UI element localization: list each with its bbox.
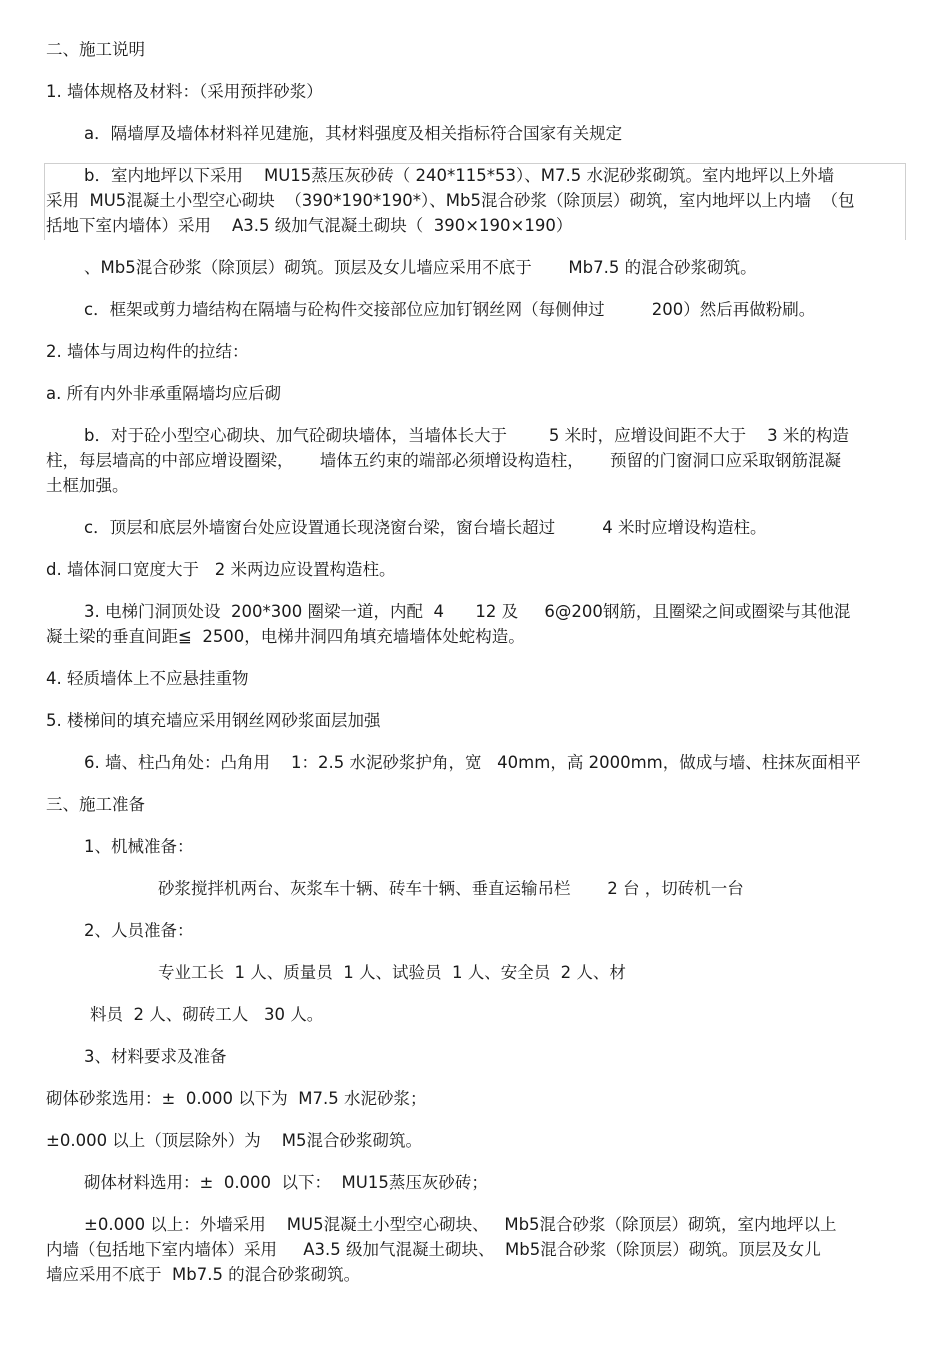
prep-2-heading: 2、人员准备：	[84, 921, 194, 940]
item-2-b-line-3: 土框加强。	[46, 476, 129, 495]
material-line-4: 墙应采用不底于 Mb7.5 的混合砂浆砌筑。	[46, 1265, 361, 1284]
item-3-line-1: 3. 电梯门洞顶处设 200*300 圈梁一道，内配 4 12 及 6@200钢筋，且圈梁之间或圈梁与其他混	[84, 602, 851, 621]
item-3-line-2: 凝土梁的垂直间距≦ 2500，电梯井洞四角填充墙墙体处蛇构造。	[46, 627, 525, 646]
item-2-d: d. 墙体洞口宽度大于 2 米两边应设置构造柱。	[46, 560, 396, 579]
item-2-heading: 2. 墙体与周边构件的拉结：	[46, 342, 249, 361]
mortar-line-2: ±0.000 以上（顶层除外）为 M5混合砂浆砌筑。	[46, 1131, 423, 1150]
item-1-heading: 1. 墙体规格及材料：（采用预拌砂浆）	[46, 82, 323, 101]
item-1-b-line-2: 采用 MU5混凝土小型空心砌块 （390*190*190*）、Mb5混合砂浆（除顶层）砌筑，室内地坪以上内墙 （包	[46, 191, 855, 210]
item-5: 5. 楼梯间的填充墙应采用钢丝网砂浆面层加强	[46, 711, 381, 730]
material-line-1: 砌体材料选用：± 0.000 以下： MU15蒸压灰砂砖；	[84, 1173, 488, 1192]
section-3-title: 三、施工准备	[46, 795, 145, 814]
mortar-line-1: 砌体砂浆选用：± 0.000 以下为 M7.5 水泥砂浆；	[46, 1089, 427, 1108]
item-1-a: a．隔墙厚及墙体材料祥见建施，其材料强度及相关指标符合国家有关规定	[84, 124, 623, 143]
prep-2-body-line-1: 专业工长 1 人、质量员 1 人、试验员 1 人、安全员 2 人、材	[158, 963, 626, 982]
item-2-b-line-1: b．对于砼小型空心砌块、加气砼砌块墙体，当墙体长大于 5 米时，应增设间距不大于 3 米的构造	[84, 426, 849, 445]
item-2-a: a. 所有内外非承重隔墙均应后砌	[46, 384, 282, 403]
item-4: 4. 轻质墙体上不应悬挂重物	[46, 669, 249, 688]
item-1-b-line-3: 括地下室内墙体）采用 A3.5 级加气混凝土砌块（ 390×190×190）	[46, 216, 573, 235]
item-1-b-line-4: 、Mb5混合砂浆（除顶层）砌筑。顶层及女儿墙应采用不底于 Mb7.5 的混合砂浆砌筑。	[84, 258, 757, 277]
item-1-c: c．框架或剪力墙结构在隔墙与砼构件交接部位应加钉钢丝网（每侧伸过 200）然后再做粉刷。	[84, 300, 816, 319]
prep-1-body: 砂浆搅拌机两台、灰浆车十辆、砖车十辆、垂直运输吊栏 2 台 ，切砖机一台	[158, 879, 744, 898]
item-1-b-line-1: b．室内地坪以下采用 MU15蒸压灰砂砖（ 240*115*53）、M7.5 水泥砂浆砌筑。室内地坪以上外墙	[84, 166, 834, 185]
item-2-b-line-2: 柱，每层墙高的中部应增设圈梁， 墙体五约束的端部必须增设构造柱， 预留的门窗洞口应采取钢筋混凝	[46, 451, 841, 470]
material-line-3: 内墙（包括地下室内墙体）采用 A3.5 级加气混凝土砌块、 Mb5混合砂浆（除顶层）砌筑。顶层及女儿	[46, 1240, 821, 1259]
item-6: 6. 墙、柱凸角处：凸角用 1：2.5 水泥砂浆护角，宽 40mm，高 2000mm，做成与墙、柱抹灰面相平	[84, 753, 861, 772]
item-2-c: c．顶层和底层外墙窗台处应设置通长现浇窗台梁，窗台墙长超过 4 米时应增设构造柱。	[84, 518, 767, 537]
prep-1-heading: 1、机械准备：	[84, 837, 194, 856]
prep-2-body-line-2: 料员 2 人、砌砖工人 30 人。	[90, 1005, 324, 1024]
prep-3-heading: 3、材料要求及准备	[84, 1047, 227, 1066]
section-2-title: 二、施工说明	[46, 40, 145, 59]
material-line-2: ±0.000 以上：外墙采用 MU5混凝土小型空心砌块、 Mb5混合砂浆（除顶层）砌筑，室内地坪以上	[84, 1215, 837, 1234]
